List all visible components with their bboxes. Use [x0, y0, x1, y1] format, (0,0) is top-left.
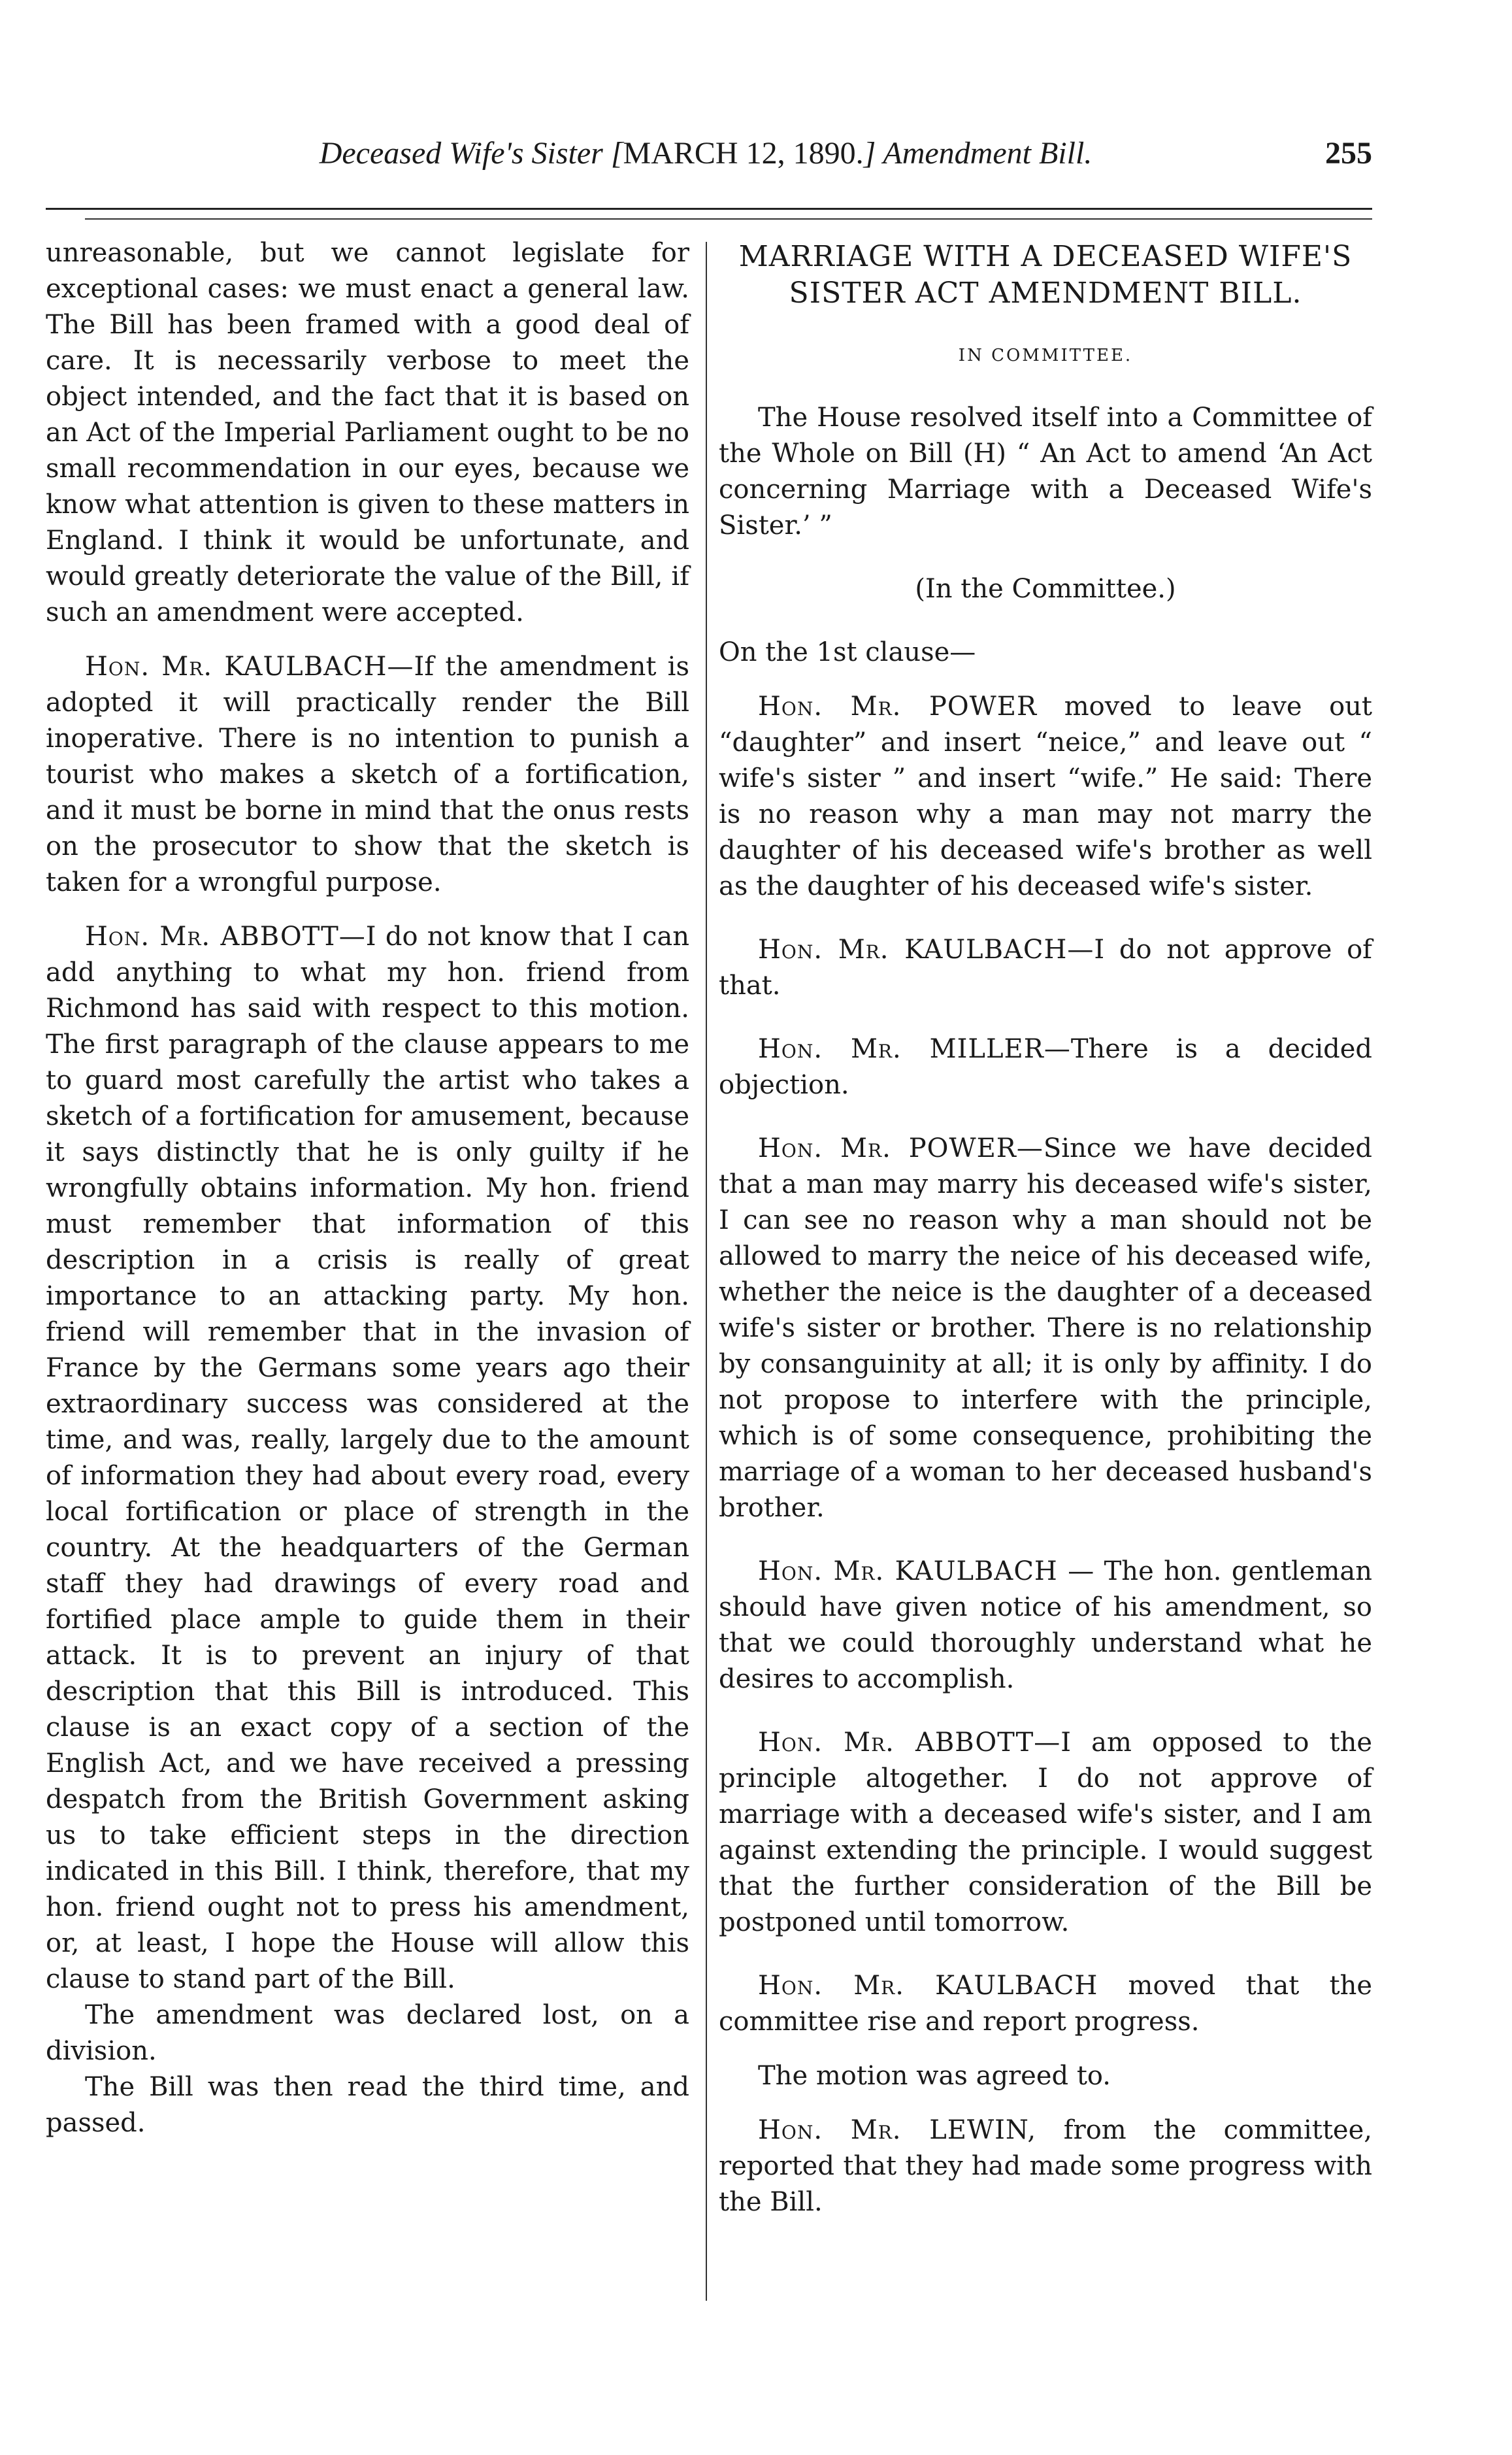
speech-text: moved to leave out “daughter” and insert “neice,” and leave out “ wife's sister ” and insert “wife.” He said: There is no reason why a man may not marry the daughter of his deceased wife's brother as well as the daughter of his deceased wife's sister. — [719, 692, 1373, 901]
header-rule-thin — [85, 218, 1372, 220]
paragraph — [46, 919, 689, 1997]
running-title-date: MARCH 12, 1890. — [623, 136, 864, 171]
paragraph: The House resolved itself into a Committee of the Whole on Bill (H) “ An Act to amend ‘An Act concerning Marriage with a Deceased Wife's Sister.’ ” — [719, 403, 1372, 541]
speech-text: I do not approve of that. — [719, 935, 1372, 1001]
paragraph — [719, 1031, 1372, 1103]
running-title-pre: Deceased Wife's Sister [ — [319, 136, 623, 171]
speech-text: If the amendment is adopted it will practically render the Bill inoperative. There is no intention to punish a tourist who makes a sketch of a fortification, and it must be borne in mind that the onus rests on the prosecutor to show that the sketch is taken for a wrongful purpose. — [46, 652, 689, 897]
speaker-name: Hon. Mr. POWER — [758, 692, 1038, 722]
speaker-name: Hon. Mr. LEWIN, — [758, 2115, 1037, 2145]
speech-text: from the committee, reported that they had made some progress with the Bill. — [719, 2115, 1372, 2217]
running-title-post: ] Amendment Bill. — [863, 136, 1093, 171]
speech-text: I am opposed to the principle altogether. I do not approve of marriage with a deceased wife's sister, and I am against extending the principle. I would suggest that the further consideration of the Bill be postponed until tomorrow. — [719, 1728, 1372, 1937]
paragraph: unreasonable, but we cannot legislate for exceptional cases: we must enact a general law. The Bill has been framed with a good deal of care. It is necessarily verbose to meet the object intended, and the fact that it is based on an Act of the Imperial Parliament ought to be no small recommendation in our eyes, because we know what attention is given to these matters in England. I think it would be unfortunate, and would greatly deteriorate the value of the Bill, if such an amendment were accepted. — [46, 238, 689, 627]
speech-text: Since we have decided that a man may marry his deceased wife's sister, I can see no reason why a man should not be allowed to marry the neice of his deceased wife, whether the neice is the daughter of a deceased wife's sister or brother. There is no relationship by consanguinity at all; it is only by affinity. I do not propose to interfere with the principle, which is of some consequence, prohibiting the marriage of a woman to her deceased husband's brother. — [719, 1133, 1373, 1523]
left-column — [46, 235, 689, 2141]
speaker-name: Hon. Mr. KAULBACH — [758, 1556, 1058, 1586]
paragraph — [719, 932, 1372, 1004]
committee-heading: IN COMMITTEE. — [958, 346, 1133, 365]
speaker-name: Hon. Mr. ABBOTT— — [758, 1728, 1061, 1758]
speech-text: I do not know that I can add anything to what my hon. friend from Richmond has said with respect to this motion. The first paragraph of the clause appears to me to guard most carefully the artist who takes a sketch of a fortification for amusement, because it says distinctly that he is only guilty if he wrongfully obtains information. My hon. friend must remember that information of this description in a crisis is really of great importance to an attacking party. My hon. friend will remember that in the invasion of France by the Germans some years ago their extraordinary success was considered at the time, and was, really, largely due to the amount of information they had about every road, every local fortification or place of strength in the country. At the headquarters of the German staff they had drawings of every road and fortified place ample to guide them in their attack. It is to prevent an injury of that description that this Bill is introduced. This clause is an exact copy of a section of the English Act, and we have received a pressing despatch from the British Government asking us to take efficient steps in the direction indicated in this Bill. I think, therefore, that my hon. friend ought not to press his amendment, or, at least, I hope the House will allow this clause to stand part of the Bill. — [46, 922, 689, 1994]
in-committee-heading: (In the Committee.) — [915, 574, 1176, 604]
speaker-name: Hon. Mr. POWER— — [758, 1133, 1044, 1163]
paragraph — [46, 649, 689, 901]
speaker-name: Hon. Mr. KAULBACH — [758, 1971, 1098, 2001]
column-divider — [706, 242, 707, 2301]
running-header — [176, 131, 1372, 176]
paragraph — [719, 689, 1372, 905]
clause-heading: On the 1st clause— — [719, 637, 976, 667]
running-title — [176, 131, 1235, 176]
paragraph — [719, 1554, 1372, 1697]
speaker-name: Hon. Mr. ABBOTT— — [85, 922, 366, 952]
speaker-name: Hon. Mr. KAULBACH— — [85, 652, 414, 682]
paragraph: The amendment was declared lost, on a division. — [46, 2000, 689, 2066]
speaker-name: Hon. Mr. MILLER— — [758, 1034, 1071, 1064]
bill-title: MARRIAGE WITH A DECEASED WIFE'S SISTER ACT AMENDMENT BILL. — [738, 240, 1353, 310]
speech-text: moved that the committee rise and report progress. — [719, 1971, 1372, 2037]
paragraph — [719, 2113, 1372, 2220]
right-column — [719, 235, 1372, 2220]
speech-text: There is a decided objection. — [719, 1034, 1373, 1100]
speaker-name: Hon. Mr. KAULBACH— — [758, 935, 1094, 965]
paragraph — [719, 1725, 1372, 1941]
page-number: 255 — [1325, 136, 1372, 171]
paragraph: The motion was agreed to. — [758, 2061, 1111, 2091]
paragraph: The Bill was then read the third time, and passed. — [46, 2072, 689, 2138]
paragraph — [719, 1131, 1372, 1526]
paragraph — [719, 1968, 1372, 2040]
header-rule — [46, 208, 1372, 210]
speech-text: — The hon. gentleman should have given notice of his amendment, so that we could thoroughly understand what he desires to accomplish. — [719, 1556, 1372, 1694]
